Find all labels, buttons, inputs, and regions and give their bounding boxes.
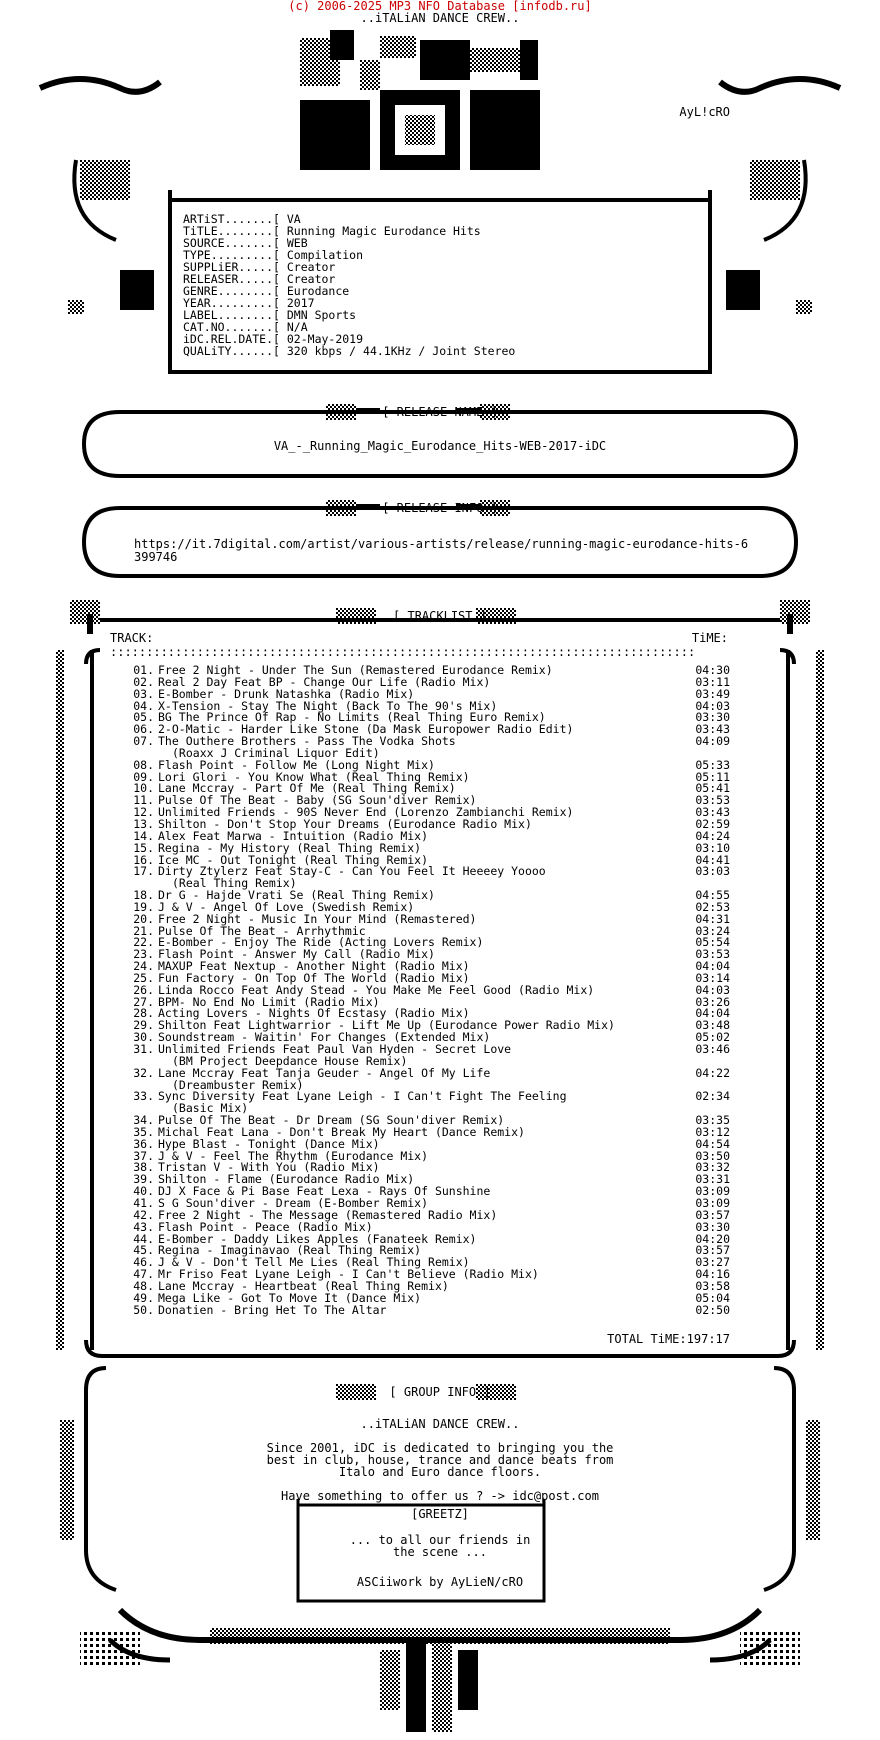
track-row bbox=[110, 1221, 730, 1233]
track-number: 09. bbox=[133, 769, 154, 784]
track-title: Sync Diversity Feat Lyane Leigh - I Can't Fight The Feeling bbox=[158, 1089, 567, 1104]
track-number: 32. bbox=[133, 1065, 154, 1080]
track-title: Free 2 Night - Under The Sun (Remastered Eurodance Remix) bbox=[158, 663, 553, 677]
track-title: (Real Thing Remix) bbox=[172, 876, 297, 891]
nfo-row: SUPPLiER.....[ Creator bbox=[183, 260, 336, 274]
track-title: Free 2 Night - The Message (Remastered Radio Mix) bbox=[158, 1207, 498, 1222]
tracklist-header-time: TiME: bbox=[691, 631, 728, 645]
nfo-row: iDC.REL.DATE.[ 02-May-2019 bbox=[183, 332, 364, 346]
track-time: 04:55 bbox=[695, 888, 730, 903]
greetz-line: ... to all our friends in bbox=[349, 1533, 531, 1547]
track-time: 04:16 bbox=[695, 1267, 730, 1282]
track-time: 05:04 bbox=[695, 1290, 730, 1305]
track-number: 06. bbox=[133, 722, 154, 737]
track-time: 02:53 bbox=[695, 899, 730, 914]
track-number: 45. bbox=[133, 1243, 154, 1258]
track-number: 43. bbox=[133, 1219, 154, 1234]
track-row bbox=[110, 1280, 730, 1292]
track-time: 03:57 bbox=[695, 1207, 730, 1222]
tracklist bbox=[110, 664, 730, 1315]
track-time: 03:27 bbox=[695, 1255, 730, 1270]
track-number: 08. bbox=[133, 757, 154, 772]
track-title: Regina - Imaginavao (Real Thing Remix) bbox=[158, 1243, 422, 1258]
track-title: Lane Mccray Feat Tanja Geuder - Angel Of My Life bbox=[158, 1065, 491, 1080]
track-time: 03:58 bbox=[695, 1278, 730, 1293]
track-row bbox=[110, 913, 730, 925]
track-number: 20. bbox=[133, 911, 154, 926]
track-title: Flash Point - Follow Me (Long Night Mix) bbox=[158, 757, 435, 772]
track-time: 05:33 bbox=[695, 757, 730, 772]
track-number: 21. bbox=[133, 923, 154, 938]
track-number: 47. bbox=[133, 1267, 154, 1282]
track-title: Flash Point - Peace (Radio Mix) bbox=[158, 1219, 373, 1234]
track-time: 03:53 bbox=[695, 947, 730, 962]
track-title: Shilton - Flame (Eurodance Radio Mix) bbox=[158, 1172, 415, 1187]
track-row bbox=[110, 842, 730, 854]
track-row bbox=[110, 972, 730, 984]
track-number: 17. bbox=[133, 864, 154, 879]
track-title: Shilton Feat Lightwarrior - Lift Me Up (Eurodance Power Radio Mix) bbox=[158, 1018, 615, 1033]
track-number: 16. bbox=[133, 852, 154, 867]
track-title: DJ X Face & Pi Base Feat Lexa - Rays Of Sunshine bbox=[158, 1184, 491, 1199]
track-title: Ice MC - Out Tonight (Real Thing Remix) bbox=[158, 852, 429, 867]
track-time: 04:03 bbox=[695, 982, 730, 997]
track-row bbox=[110, 1292, 730, 1304]
track-number: 50. bbox=[133, 1302, 154, 1317]
track-number: 05. bbox=[133, 710, 154, 725]
track-number: 11. bbox=[133, 793, 154, 808]
idc-logo bbox=[300, 30, 540, 170]
nfo-row: GENRE........[ Eurodance bbox=[183, 284, 350, 298]
track-number: 07. bbox=[133, 734, 154, 749]
group-info-line: Since 2001, iDC is dedicated to bringing you the bbox=[266, 1441, 614, 1455]
track-time: 03:24 bbox=[695, 923, 730, 938]
total-time-label: TOTAL TiME: bbox=[607, 1332, 687, 1346]
track-number: 46. bbox=[133, 1255, 154, 1270]
total-time-value: 197:17 bbox=[686, 1332, 730, 1346]
nfo-row: TYPE.........[ Compilation bbox=[183, 248, 364, 262]
track-title: BG The Prince Of Rap - No Limits (Real Thing Euro Remix) bbox=[158, 710, 546, 725]
track-title: Dr G - Hajde Vrati Se (Real Thing Remix) bbox=[158, 888, 435, 903]
track-title: Lane Mccray - Part Of Me (Real Thing Remix) bbox=[158, 781, 456, 796]
track-time: 03:14 bbox=[695, 970, 730, 985]
track-number: 41. bbox=[133, 1195, 154, 1210]
track-number: 19. bbox=[133, 899, 154, 914]
track-time: 04:04 bbox=[695, 959, 730, 974]
track-title: Mega Like - Got To Move It (Dance Mix) bbox=[158, 1290, 422, 1305]
track-row bbox=[110, 759, 730, 771]
track-title: Mr Friso Feat Lyane Leigh - I Can't Believe (Radio Mix) bbox=[158, 1267, 539, 1282]
track-time: 05:41 bbox=[695, 781, 730, 796]
track-title: Pulse Of The Beat - Baby (SG Soun'diver Remix) bbox=[158, 793, 477, 808]
track-title: Flash Point - Answer My Call (Radio Mix) bbox=[158, 947, 435, 962]
track-time: 03:49 bbox=[695, 686, 730, 701]
track-title: E-Bomber - Enjoy The Ride (Acting Lovers Remix) bbox=[158, 935, 484, 950]
track-time: 03:32 bbox=[695, 1160, 730, 1175]
section-title-release-name: [ RELEASE NAME ] bbox=[382, 405, 498, 419]
track-number: 30. bbox=[133, 1030, 154, 1045]
track-title: Real 2 Day Feat BP - Change Our Life (Radio Mix) bbox=[158, 674, 491, 689]
track-title: Pulse Of The Beat - Arrhythmic bbox=[158, 923, 366, 938]
track-row bbox=[110, 1209, 730, 1221]
release-name: VA_-_Running_Magic_Eurodance_Hits-WEB-2017-iDC bbox=[273, 439, 607, 453]
track-number: 28. bbox=[133, 1006, 154, 1021]
track-number: 31. bbox=[133, 1042, 154, 1056]
track-time: 04:24 bbox=[695, 828, 730, 843]
track-number: 37. bbox=[133, 1148, 154, 1163]
track-number: 35. bbox=[133, 1124, 154, 1139]
nfo-field-list bbox=[183, 213, 515, 357]
group-info-line: Italo and Euro dance floors. bbox=[338, 1465, 542, 1479]
group-info-line: best in club, house, trance and dance beats from bbox=[266, 1453, 614, 1467]
track-number: 22. bbox=[133, 935, 154, 950]
track-time: 03:57 bbox=[695, 1243, 730, 1258]
nfo-row: LABEL........[ DMN Sports bbox=[183, 308, 357, 322]
track-number: 12. bbox=[133, 805, 154, 820]
track-time: 04:04 bbox=[695, 1006, 730, 1021]
section-title-group-info: [ GROUP INFO ] bbox=[389, 1385, 491, 1399]
track-time: 03:30 bbox=[695, 710, 730, 725]
track-row bbox=[110, 688, 730, 700]
track-title: X-Tension - Stay The Night (Back To The 90's Mix) bbox=[158, 698, 498, 713]
track-title: J & V - Angel Of Love (Swedish Remix) bbox=[158, 899, 415, 914]
track-time: 03:48 bbox=[695, 1018, 730, 1033]
track-time: 05:11 bbox=[695, 769, 730, 784]
track-number: 33. bbox=[133, 1089, 154, 1104]
total-time bbox=[607, 1333, 730, 1345]
section-title-release-info: [ RELEASE INFO ] bbox=[382, 501, 498, 515]
nfo-row: TiTLE........[ Running Magic Eurodance Hits bbox=[183, 224, 481, 238]
track-number: 18. bbox=[133, 888, 154, 903]
track-time: 05:02 bbox=[695, 1030, 730, 1045]
track-title: Dirty Ztylerz Feat Stay-C - Can You Feel It Heeeey Yoooo bbox=[158, 864, 546, 879]
crew-tagline: ..iTALiAN DANCE CREW.. bbox=[360, 11, 520, 25]
track-number: 38. bbox=[133, 1160, 154, 1175]
track-row-continuation bbox=[110, 747, 730, 759]
track-time: 03:30 bbox=[695, 1219, 730, 1234]
section-title-tracklist: [ TRACKLIST ] bbox=[393, 609, 487, 623]
track-title: BPM- No End No Limit (Radio Mix) bbox=[158, 994, 380, 1009]
track-row-continuation bbox=[110, 1055, 730, 1067]
track-number: 02. bbox=[133, 674, 154, 689]
track-number: 25. bbox=[133, 970, 154, 985]
track-row bbox=[110, 830, 730, 842]
track-number: 14. bbox=[133, 828, 154, 843]
track-title: Alex Feat Marwa - Intuition (Radio Mix) bbox=[158, 828, 429, 843]
track-title: Unlimited Friends Feat Paul Van Hyden - Secret Love bbox=[158, 1042, 512, 1056]
greetz-title: [GREETZ] bbox=[411, 1507, 469, 1521]
track-time: 04:54 bbox=[695, 1136, 730, 1151]
track-time: 05:54 bbox=[695, 935, 730, 950]
track-title: (Dreambuster Remix) bbox=[172, 1077, 304, 1092]
track-number: 36. bbox=[133, 1136, 154, 1151]
track-title: Lori Glori - You Know What (Real Thing Remix) bbox=[158, 769, 470, 784]
track-time: 03:53 bbox=[695, 793, 730, 808]
group-offer-line: Have something to offer us ? -> idc@post.com bbox=[281, 1489, 599, 1503]
track-time: 04:09 bbox=[695, 734, 730, 749]
track-row bbox=[110, 901, 730, 913]
track-number: 39. bbox=[133, 1172, 154, 1187]
track-number: 13. bbox=[133, 816, 154, 831]
greetz-line: the scene ... bbox=[393, 1545, 487, 1559]
track-time: 03:12 bbox=[695, 1124, 730, 1139]
track-number: 04. bbox=[133, 698, 154, 713]
track-time: 02:50 bbox=[695, 1302, 730, 1317]
tracklist-header-track: TRACK: bbox=[110, 631, 154, 645]
track-title: (BM Project Deepdance House Remix) bbox=[172, 1053, 408, 1068]
track-time: 04:20 bbox=[695, 1231, 730, 1246]
track-number: 24. bbox=[133, 959, 154, 974]
nfo-row: CAT.NO.......[ N/A bbox=[183, 320, 308, 334]
track-row bbox=[110, 1304, 730, 1316]
track-title: Regina - My History (Real Thing Remix) bbox=[158, 840, 422, 855]
track-title: 2-O-Matic - Harder Like Stone (Da Mask Europower Radio Edit) bbox=[158, 722, 574, 737]
track-number: 42. bbox=[133, 1207, 154, 1222]
track-title: Pulse Of The Beat - Dr Dream (SG Soun'diver Remix) bbox=[158, 1113, 505, 1128]
track-time: 04:41 bbox=[695, 852, 730, 867]
track-time: 04:03 bbox=[695, 698, 730, 713]
track-number: 34. bbox=[133, 1113, 154, 1128]
track-title: Hype Blast - Tonight (Dance Mix) bbox=[158, 1136, 380, 1151]
track-title: Shilton - Don't Stop Your Dreams (Eurodance Radio Mix) bbox=[158, 816, 532, 831]
track-time: 03:43 bbox=[695, 805, 730, 820]
track-title: Donatien - Bring Het To The Altar bbox=[158, 1302, 387, 1317]
track-number: 40. bbox=[133, 1184, 154, 1199]
track-time: 03:43 bbox=[695, 722, 730, 737]
track-time: 04:22 bbox=[695, 1065, 730, 1080]
track-title: E-Bomber - Daddy Likes Apples (Fanateek Remix) bbox=[158, 1231, 477, 1246]
track-time: 02:34 bbox=[695, 1089, 730, 1104]
track-number: 23. bbox=[133, 947, 154, 962]
track-time: 04:30 bbox=[695, 663, 730, 677]
track-title: Tristan V - With You (Radio Mix) bbox=[158, 1160, 380, 1175]
track-time: 03:09 bbox=[695, 1184, 730, 1199]
track-number: 48. bbox=[133, 1278, 154, 1293]
nfo-row: YEAR.........[ 2017 bbox=[183, 296, 315, 310]
track-time: 03:09 bbox=[695, 1195, 730, 1210]
nfo-row: SOURCE.......[ WEB bbox=[183, 236, 308, 250]
track-time: 03:46 bbox=[695, 1042, 730, 1056]
track-title: Soundstream - Waitin' For Changes (Extended Mix) bbox=[158, 1030, 491, 1045]
track-title: Lane Mccray - Heartbeat (Real Thing Remix) bbox=[158, 1278, 449, 1293]
track-title: Unlimited Friends - 90S Never End (Lorenzo Zambianchi Remix) bbox=[158, 805, 574, 820]
track-number: 29. bbox=[133, 1018, 154, 1033]
release-info-link[interactable]: https://it.7digital.com/artist/various-artists/release/running-magic-eurodance-hits-6399746 bbox=[134, 537, 749, 564]
track-title: Michal Feat Lana - Don't Break My Heart (Dance Remix) bbox=[158, 1124, 525, 1139]
track-title: Acting Lovers - Nights Of Ecstasy (Radio Mix) bbox=[158, 1006, 470, 1021]
track-time: 03:26 bbox=[695, 994, 730, 1009]
track-number: 01. bbox=[133, 663, 154, 677]
nfo-row: QUALiTY......[ 320 kbps / 44.1KHz / Joint Stereo bbox=[183, 344, 516, 358]
track-row bbox=[110, 1067, 730, 1079]
track-row bbox=[110, 1138, 730, 1150]
track-number: 03. bbox=[133, 686, 154, 701]
track-time: 03:11 bbox=[695, 674, 730, 689]
track-title: (Roaxx J Criminal Liquor Edit) bbox=[172, 745, 380, 760]
track-number: 27. bbox=[133, 994, 154, 1009]
track-number: 10. bbox=[133, 781, 154, 796]
track-time: 02:59 bbox=[695, 816, 730, 831]
track-time: 03:35 bbox=[695, 1113, 730, 1128]
track-number: 49. bbox=[133, 1290, 154, 1305]
track-title: E-Bomber - Drunk Natashka (Radio Mix) bbox=[158, 686, 415, 701]
track-time: 03:10 bbox=[695, 840, 730, 855]
track-title: S G Soun'diver - Dream (E-Bomber Remix) bbox=[158, 1195, 429, 1210]
track-time: 03:50 bbox=[695, 1148, 730, 1163]
track-time: 03:31 bbox=[695, 1172, 730, 1187]
track-title: MAXUP Feat Nextup - Another Night (Radio Mix) bbox=[158, 959, 470, 974]
track-time: 04:31 bbox=[695, 911, 730, 926]
nfo-row: RELEASER.....[ Creator bbox=[183, 272, 336, 286]
track-title: J & V - Don't Tell Me Lies (Real Thing Remix) bbox=[158, 1255, 470, 1270]
ascii-credit: ASCiiwork by AyLieN/cRO bbox=[356, 1575, 524, 1589]
track-row bbox=[110, 984, 730, 996]
ascii-artist-tag: AyL!cRO bbox=[679, 105, 730, 119]
track-title: J & V - Feel The Rhythm (Eurodance Mix) bbox=[158, 1148, 429, 1163]
track-row bbox=[110, 1126, 730, 1138]
track-title: Free 2 Night - Music In Your Mind (Remastered) bbox=[158, 911, 477, 926]
nfo-row: ARTiST.......[ VA bbox=[183, 212, 301, 226]
group-crew-tagline: ..iTALiAN DANCE CREW.. bbox=[360, 1417, 520, 1431]
track-number: 44. bbox=[133, 1231, 154, 1246]
tracklist-divider: ::::::::::::::::::::::::::::::::::::::::::::::::::::::::::::::::::::::::::::::::: bbox=[110, 645, 696, 659]
track-title: (Basic Mix) bbox=[172, 1101, 249, 1116]
source-banner: (c) 2006-2025 MP3 NFO Database [infodb.ru] bbox=[288, 0, 592, 13]
track-title: Linda Rocco Feat Andy Stead - You Make Me Feel Good (Radio Mix) bbox=[158, 982, 595, 997]
track-title: The Outhere Brothers - Pass The Vodka Shots bbox=[158, 734, 456, 749]
track-number: 26. bbox=[133, 982, 154, 997]
track-number: 15. bbox=[133, 840, 154, 855]
track-time: 03:03 bbox=[695, 864, 730, 879]
track-row bbox=[110, 676, 730, 688]
track-title: Fun Factory - On Top Of The World (Radio Mix) bbox=[158, 970, 470, 985]
